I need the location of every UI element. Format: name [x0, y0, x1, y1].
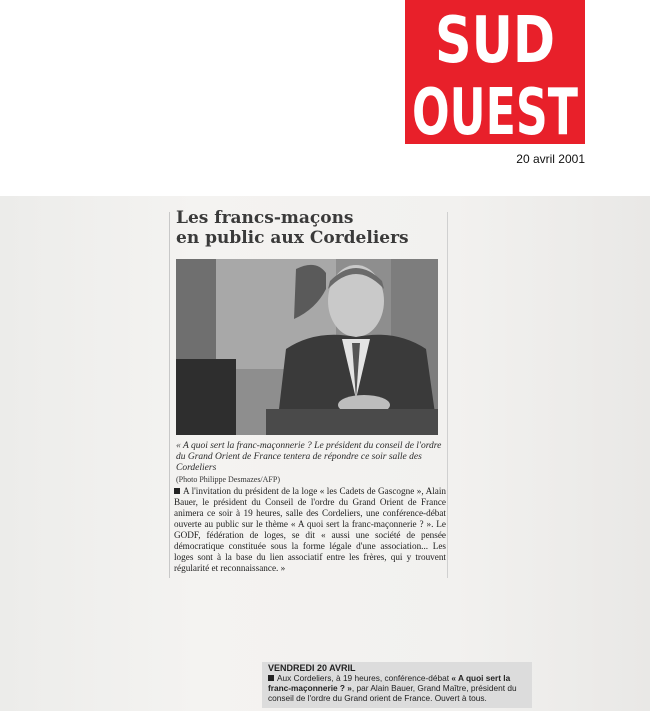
headline-line-2: en public aux Cordeliers	[176, 228, 409, 248]
portrait-man-in-suit	[176, 259, 438, 435]
logo-lettering	[405, 0, 585, 150]
article-body	[174, 486, 446, 574]
article-photo	[176, 259, 438, 435]
photo-credit: (Photo Philippe Desmazes/AFP)	[176, 475, 280, 484]
agenda-text	[268, 673, 530, 703]
article-body-text: A l'invitation du président de la loge « les Cadets de Gascogne », Alain Bauer, le président du Conseil de l'ordre du Grand Orient de France animera ce soir à 19 heures, salle des Cordeliers, une conférence-débat ouverte au public sur le thème « A quoi sert la franc-maçonnerie ? ». Le GODF, fédération de loges, se dit « aussi une société de pensée démocratique constituée sous la forme légale d'une association... Les loges sont à la base du lien associatif entre les frères, qui y trouvent régularité et reconnaissance. »	[174, 486, 446, 573]
headline-line-1: Les francs-maçons	[176, 208, 354, 228]
agenda-square-bullet	[268, 675, 274, 681]
publication-date: 20 avril 2001	[516, 152, 585, 166]
paragraph-square-bullet	[174, 488, 180, 494]
agenda-text-bold: « A quoi sert la franc-maçonnerie ? »	[268, 673, 511, 693]
column-rule-right	[447, 212, 448, 578]
logo-word-ouest: OUEST	[412, 76, 579, 150]
agenda-text-prefix: Aux Cordeliers, à 19 heures, conférence-débat	[277, 673, 452, 683]
article-headline	[176, 208, 446, 248]
agenda-date: VENDREDI 20 AVRIL	[268, 663, 356, 673]
sud-ouest-logo	[405, 0, 585, 150]
agenda-text-suffix: , par Alain Bauer, Grand Maître, président du conseil de l'ordre du Grand orient de France. Ouvert à tous.	[268, 683, 517, 703]
column-rule-left	[169, 212, 170, 578]
logo-word-sud: SUD	[435, 4, 555, 78]
photo-caption: « A quoi sert la franc-maçonnerie ? Le président du conseil de l'ordre du Grand Orient de France tentera de répondre ce soir salle des Cordeliers	[176, 441, 442, 473]
